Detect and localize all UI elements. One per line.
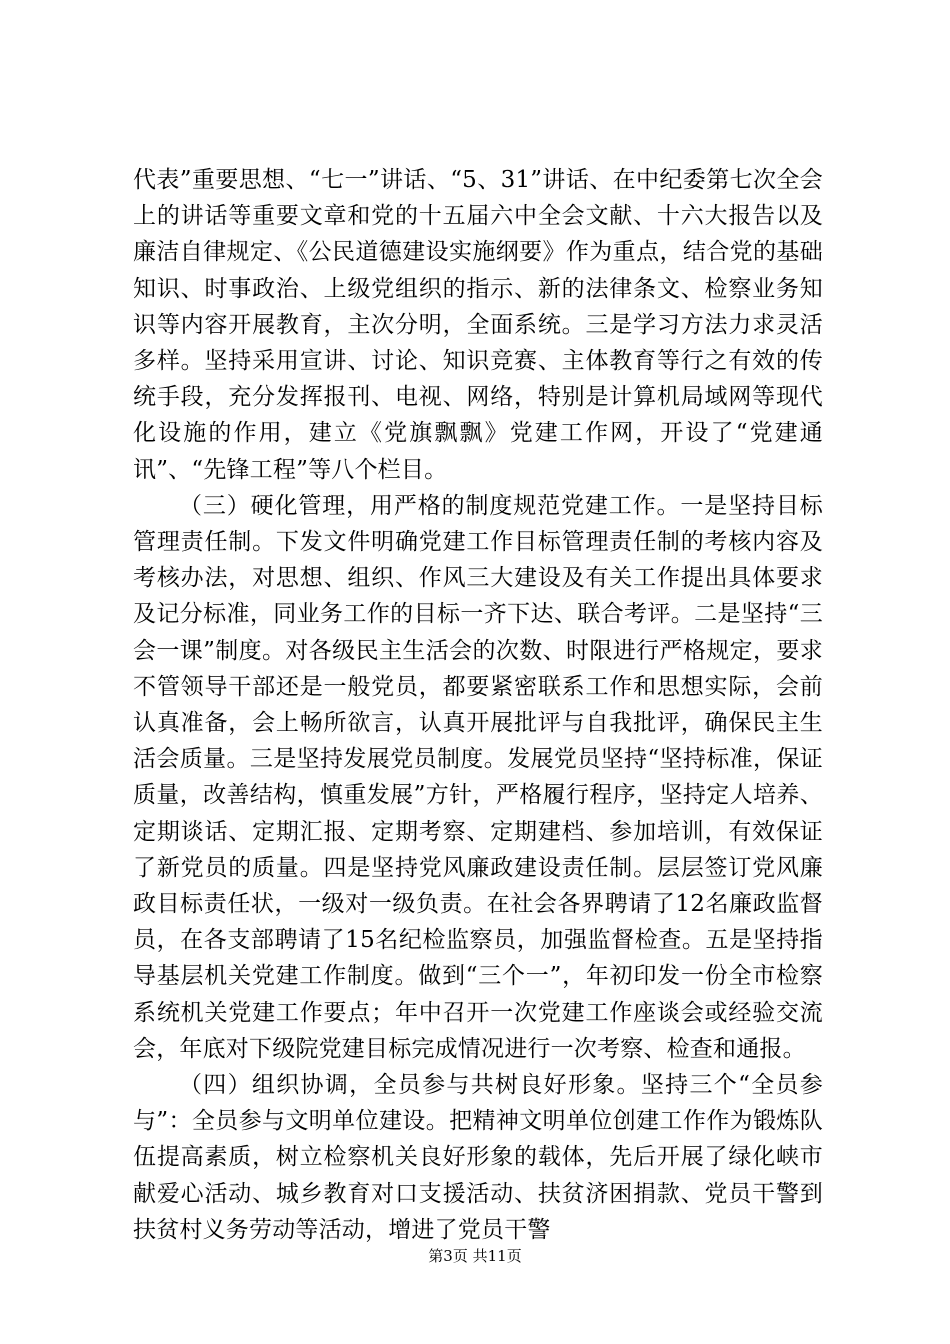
document-body (133, 162, 823, 1248)
paragraph-3: （四）组织协调，全员参与共树良好形象。坚持三个“全员参与”：全员参与文明单位建设。把精神文明单位创建工作作为锻炼队伍提高素质，树立检察机关良好形象的载体，先后开展了绿化峡市献爱心活动、城乡教育对口支援活动、扶贫济困捐款、党员干警到扶贫村义务劳动等活动，增进了党员干警 (133, 1072, 823, 1243)
page-number-footer: 第3页 共11页 (428, 1247, 522, 1265)
paragraph-1: 代表”重要思想、“七一”讲话、“5、31”讲话、在中纪委第七次全会上的讲话等重要文章和党的十五届六中全会文献、十六大报告以及廉洁自律规定、《公民道德建设实施纲要》作为重点，结合党的基础知识、时事政治、上级党组织的指示、新的法律条文、检察业务知识等内容开展教育，主次分明，全面系统。三是学习方法力求灵活多样。坚持采用宣讲、讨论、知识竞赛、主体教育等行之有效的传统手段，充分发挥报刊、电视、网络，特别是计算机局域网等现代化设施的作用，建立《党旗飘飘》党建工作网，开设了“党建通讯”、“先锋工程”等八个栏目。 (133, 167, 823, 483)
paragraph-2: （三）硬化管理，用严格的制度规范党建工作。一是坚持目标管理责任制。下发文件明确党建工作目标管理责任制的考核内容及考核办法，对思想、组织、作风三大建设及有关工作提出具体要求及记分标准，同业务工作的目标一齐下达、联合考评。二是坚持“三会一课”制度。对各级民主生活会的次数、时限进行严格规定，要求不管领导干部还是一般党员，都要紧密联系工作和思想实际，会前认真准备，会上畅所欲言，认真开展批评与自我批评，确保民主生活会质量。三是坚持发展党员制度。发展党员坚持“坚持标准，保证质量，改善结构，慎重发展”方针，严格履行程序，坚持定人培养、定期谈话、定期汇报、定期考察、定期建档、参加培训，有效保证了新党员的质量。四是坚持党风廉政建设责任制。层层签订党风廉政目标责任状，一级对一级负责。在社会各界聘请了12名廉政监督员，在各支部聘请了15名纪检监察员，加强监督检查。五是坚持指导基层机关党建工作制度。做到“三个一”，年初印发一份全市检察系统机关党建工作要点；年中召开一次党建工作座谈会或经验交流会，年底对下级院党建目标完成情况进行一次考察、检查和通报。 (133, 492, 823, 1062)
